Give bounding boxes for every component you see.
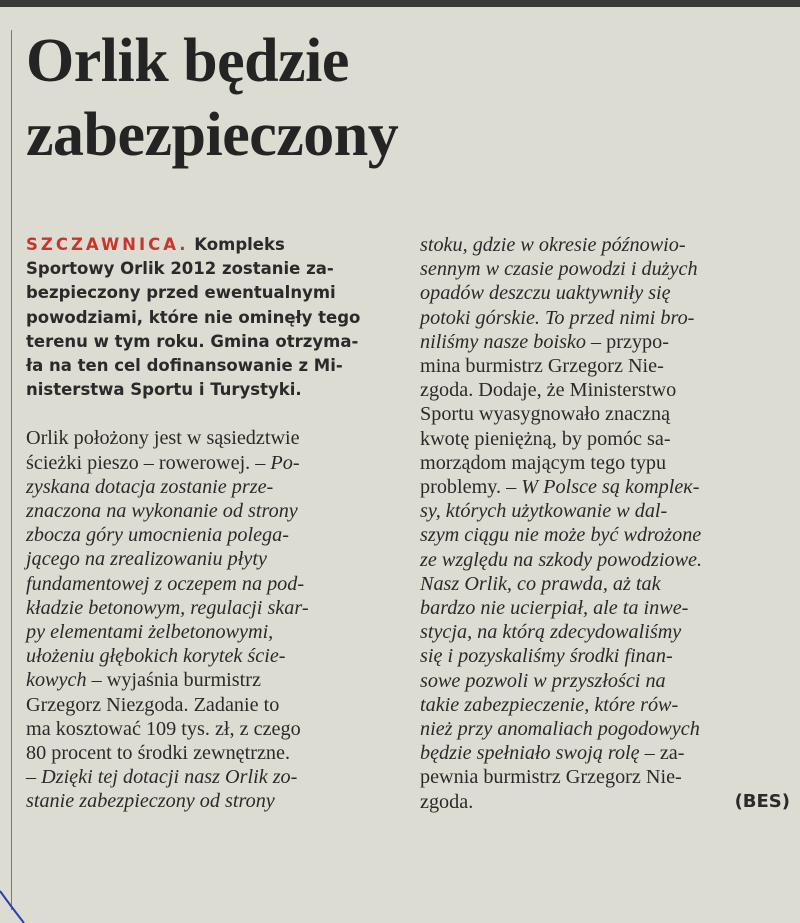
text-line bbox=[26, 523, 396, 547]
text-line bbox=[26, 620, 396, 644]
article-column-right bbox=[420, 233, 792, 814]
text-line bbox=[26, 789, 396, 813]
text-segment: Nasz Orlik, co prawda, aż tak bbox=[420, 572, 661, 595]
text-line bbox=[420, 620, 792, 644]
text-segment: – za- bbox=[639, 742, 685, 765]
text-line bbox=[26, 426, 396, 450]
text-segment: stanie zabezpieczony od strony bbox=[26, 790, 275, 813]
text-line bbox=[26, 572, 396, 596]
text-segment: stycja, na którą zdecydowaliśmy bbox=[420, 621, 682, 644]
text-line bbox=[420, 257, 792, 281]
text-segment: – wyjaśnia burmistrz bbox=[86, 669, 261, 692]
body-text-left bbox=[26, 426, 396, 813]
text-segment: zgoda. Dodaje, że Ministerstwo bbox=[420, 379, 677, 402]
pen-mark bbox=[0, 883, 30, 923]
text-segment: znaczona na wykonanie od strony bbox=[26, 500, 298, 523]
text-line bbox=[26, 717, 396, 741]
text-segment: nież przy anomaliach pogodowych bbox=[420, 718, 700, 741]
article-headline bbox=[26, 24, 626, 172]
text-segment: takie zabezpieczenie, które rów- bbox=[420, 693, 679, 716]
text-segment: niliśmy nasze boisko bbox=[420, 330, 586, 353]
text-segment: mina burmistrz Grzegorz Nie- bbox=[420, 355, 664, 378]
body-text-right bbox=[420, 233, 792, 814]
text-line bbox=[420, 475, 792, 499]
text-segment: sy, których użytkowanie w dal- bbox=[420, 500, 668, 523]
text-segment: W Polsce są kompleк- bbox=[521, 476, 700, 499]
text-line bbox=[420, 354, 792, 378]
left-column-rule bbox=[11, 30, 12, 910]
text-segment: ścieżki pieszo – rowerowej. – bbox=[26, 451, 271, 474]
text-segment: sowe pozwoli w przyszłości na bbox=[420, 669, 666, 692]
text-segment: jącego na zrealizowaniu płyty bbox=[26, 548, 267, 571]
text-segment: 80 procent to środki zewnętrzne. bbox=[26, 742, 291, 765]
text-line bbox=[420, 572, 792, 596]
text-segment: opadów deszczu uaktywniły się bbox=[420, 282, 671, 305]
text-line bbox=[26, 765, 396, 789]
text-line bbox=[420, 596, 792, 620]
text-line bbox=[420, 378, 792, 402]
text-line bbox=[420, 330, 792, 354]
top-rule bbox=[0, 0, 800, 7]
headline-line-2: zabezpieczony bbox=[26, 101, 399, 169]
text-segment: – przypo- bbox=[585, 330, 669, 353]
text-segment: ma kosztować 109 tys. zł, z czego bbox=[26, 717, 301, 740]
text-segment: kowych bbox=[26, 669, 87, 692]
text-line bbox=[420, 548, 792, 572]
text-line bbox=[420, 790, 792, 814]
text-line bbox=[420, 693, 792, 717]
text-segment: Sportu wyasygnowało znaczną bbox=[420, 403, 671, 426]
text-segment: pewnia burmistrz Grzegorz Nie- bbox=[420, 766, 682, 789]
text-segment: zbocza góry umocnienia polega- bbox=[26, 524, 289, 547]
headline-line-1: Orlik będzie bbox=[26, 27, 349, 95]
article-column-left bbox=[26, 233, 396, 814]
text-segment: ułożeniu głębokich korytek ście- bbox=[26, 645, 286, 668]
text-line bbox=[420, 402, 792, 426]
article-lead bbox=[26, 233, 396, 402]
text-segment: ze względu na szkody powodziowe. bbox=[420, 548, 703, 571]
text-line bbox=[420, 427, 792, 451]
text-segment: problemy. – bbox=[420, 476, 522, 499]
text-line bbox=[26, 499, 396, 523]
lead-line: powodziami, które nie ominęły tego bbox=[26, 307, 361, 327]
author-signature: (BES) bbox=[734, 790, 790, 812]
text-segment: zgoda. bbox=[420, 790, 474, 813]
lead-line: terenu w tym roku. Gmina otrzyma- bbox=[26, 331, 359, 351]
text-line bbox=[420, 499, 792, 523]
text-line bbox=[26, 741, 396, 765]
text-segment: będzie spełniało swoją rolę bbox=[420, 742, 640, 765]
lead-line: SZCZAWNICA. Kompleks bbox=[26, 235, 285, 254]
text-segment: zyskana dotacja zostanie prze- bbox=[26, 475, 274, 498]
text-segment: kładzie betonowym, regulacji skar- bbox=[26, 596, 309, 619]
text-segment: bardzo nie ucierpiał, ale ta inwe- bbox=[420, 597, 689, 620]
text-line bbox=[26, 693, 396, 717]
text-segment: szym ciągu nie może być wdrożone bbox=[420, 524, 702, 547]
text-line bbox=[420, 233, 792, 257]
text-line bbox=[26, 451, 396, 475]
paragraph-gap bbox=[26, 402, 396, 426]
text-segment: stoku, gdzie w okresie późnowio- bbox=[420, 234, 686, 256]
text-line bbox=[420, 717, 792, 741]
lead-line: nisterstwa Sportu i Turystyki. bbox=[26, 380, 302, 400]
text-segment: Grzegorz Niezgoda. Zadanie to bbox=[26, 693, 280, 716]
text-line bbox=[26, 668, 396, 692]
text-line bbox=[420, 306, 792, 330]
text-segment: sennym w czasie powodzi i dużych bbox=[420, 258, 698, 281]
text-segment: Orlik położony jest w sąsiedztwie bbox=[26, 427, 300, 450]
text-segment: się i pozyskaliśmy środki finan- bbox=[420, 645, 673, 668]
text-line bbox=[420, 741, 792, 765]
lead-line: ła na ten cel dofinansowanie z Mi- bbox=[26, 356, 343, 376]
text-line bbox=[26, 475, 396, 499]
text-line bbox=[420, 669, 792, 693]
location-kicker: SZCZAWNICA. bbox=[26, 235, 189, 254]
text-segment: morządom mającym tego typu bbox=[420, 451, 667, 474]
lead-line: bezpieczony przed ewentualnymi bbox=[26, 283, 336, 303]
text-segment: kwotę pieniężną, by pomóc sa- bbox=[420, 427, 671, 450]
text-segment: py elementami żelbetonowymi, bbox=[26, 621, 274, 644]
text-segment: potoki górskie. To przed nimi bro- bbox=[420, 306, 695, 329]
text-segment: fundamentowej z oczepem na pod- bbox=[26, 572, 305, 595]
text-line bbox=[26, 596, 396, 620]
text-line bbox=[420, 765, 792, 789]
text-line bbox=[26, 644, 396, 668]
text-segment: – Dzięki tej dotacji nasz Orlik zo- bbox=[26, 766, 298, 789]
text-line bbox=[26, 547, 396, 571]
text-line bbox=[420, 523, 792, 547]
text-segment: Po- bbox=[270, 451, 300, 474]
text-line bbox=[420, 451, 792, 475]
text-line bbox=[420, 644, 792, 668]
text-line bbox=[420, 281, 792, 305]
lead-line: Sportowy Orlik 2012 zostanie za- bbox=[26, 259, 334, 279]
